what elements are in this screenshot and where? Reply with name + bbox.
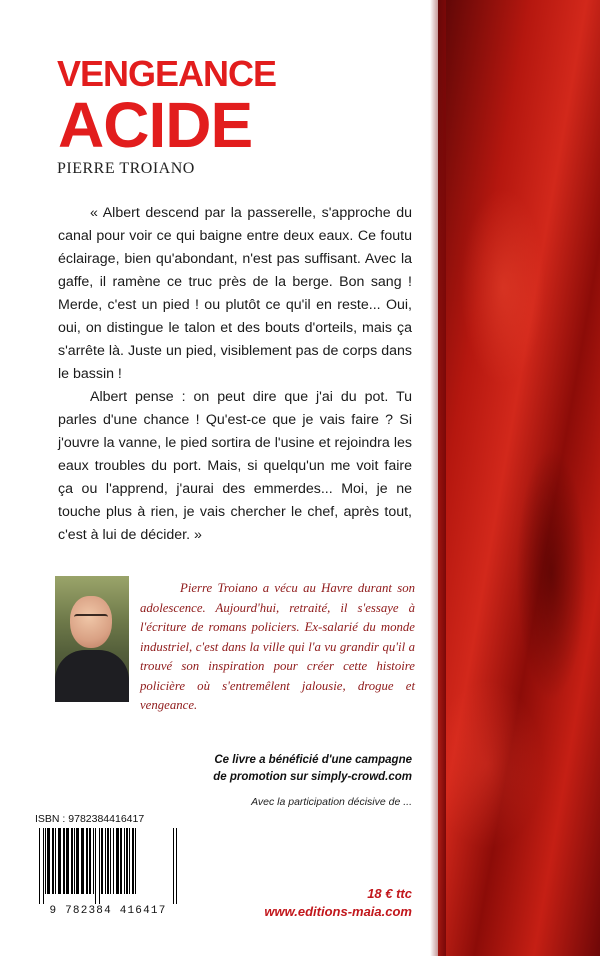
promo-text bbox=[180, 752, 412, 786]
promo-line-1: Ce livre a bénéficié d'une campagne bbox=[214, 754, 412, 766]
barcode-bar bbox=[66, 828, 69, 894]
promo-line-2: de promotion sur simply-crowd.com bbox=[213, 771, 412, 783]
barcode-bar bbox=[45, 828, 46, 894]
publisher-website[interactable]: www.editions-maia.com bbox=[264, 904, 412, 919]
excerpt-paragraph-1: « Albert descend par la passerelle, s'approche du canal pour voir ce qui baigne entre deux eaux. Ce foutu éclairage, bien qu'abondant, n'est pas suffisant. Avec la gaffe, il ramène ce truc près de la berge. Bon sang ! Merde, c'est un pied ! ou plutôt ce qu'il en reste... Oui, oui, on distingue le talon et des bouts d'orteils, mais ça s'arrête là. Juste un pied, visiblement pas de corps dans le bassin ! bbox=[58, 205, 412, 382]
barcode-bar bbox=[113, 828, 114, 894]
barcode-bar bbox=[173, 828, 174, 904]
red-side-panel bbox=[438, 0, 600, 956]
barcode-bar bbox=[101, 828, 103, 894]
barcode-bar bbox=[107, 828, 109, 894]
barcode-bar bbox=[176, 828, 177, 904]
barcode-bar bbox=[86, 828, 88, 894]
excerpt-paragraph-2: Albert pense : on peut dire que j'ai du pot. Tu parles d'une chance ! Qu'est-ce que je vais faire ? Si j'ouvre la vanne, le pied sortira de l'usine et rejoindra les eaux troubles du port. Mais, si quelqu'un me voit faire ça ou l'apprend, j'aurai des emmerdes... Moi, je ne touche plus à rien, je vais chercher le chef, après tout, c'est à lui de décider. » bbox=[58, 389, 412, 543]
barcode-bar bbox=[120, 828, 122, 894]
barcode-bar bbox=[55, 828, 56, 894]
barcode-bar bbox=[95, 828, 96, 904]
barcode-bar bbox=[110, 828, 111, 894]
title-line-2: ACIDE bbox=[58, 89, 253, 161]
contribution-note: Avec la participation décisive de ... bbox=[251, 796, 412, 808]
price: 18 € ttc bbox=[367, 886, 412, 901]
barcode-bar bbox=[105, 828, 106, 894]
author-bio: Pierre Troiano a vécu au Havre durant son adolescence. Aujourd'hui, retraité, il s'essaye à l'écriture de romans policiers. Ex-salarié du monde industriel, c'est dans la ville qui l'a vu grandir qu'il a trouvé son inspiration pour créer cette histoire policière où s'entremêlent jalousie, drogue et vengeance. bbox=[140, 581, 415, 712]
author-name: PIERRE TROIANO bbox=[57, 160, 195, 177]
barcode-bar bbox=[39, 828, 40, 904]
barcode-bar bbox=[116, 828, 119, 894]
barcode-bar bbox=[132, 828, 134, 894]
barcode-bars bbox=[35, 828, 181, 904]
barcode-bar bbox=[74, 828, 75, 894]
barcode-bar bbox=[93, 828, 94, 894]
barcode-bar bbox=[63, 828, 65, 894]
author-photo-jacket bbox=[55, 650, 129, 702]
barcode bbox=[35, 828, 181, 909]
barcode-bar bbox=[126, 828, 128, 894]
barcode-bar bbox=[99, 828, 100, 904]
book-title bbox=[57, 53, 277, 161]
barcode-bar bbox=[58, 828, 61, 894]
barcode-bar bbox=[124, 828, 125, 894]
barcode-bar bbox=[52, 828, 54, 894]
panel-edge-shadow bbox=[430, 0, 446, 956]
barcode-bar bbox=[43, 828, 44, 904]
barcode-bar bbox=[71, 828, 73, 894]
barcode-bar bbox=[81, 828, 84, 894]
author-photo-glasses bbox=[74, 614, 108, 624]
excerpt bbox=[58, 202, 412, 547]
barcode-bar bbox=[76, 828, 79, 894]
barcode-bar bbox=[47, 828, 50, 894]
author-photo bbox=[55, 576, 129, 702]
isbn-label: ISBN : 9782384416417 bbox=[35, 813, 145, 825]
barcode-bar bbox=[135, 828, 136, 894]
title-line-1: VENGEANCE bbox=[57, 53, 277, 94]
barcode-number: 9 782384 416417 bbox=[49, 905, 167, 917]
barcode-bar bbox=[89, 828, 91, 894]
barcode-bar bbox=[129, 828, 130, 894]
